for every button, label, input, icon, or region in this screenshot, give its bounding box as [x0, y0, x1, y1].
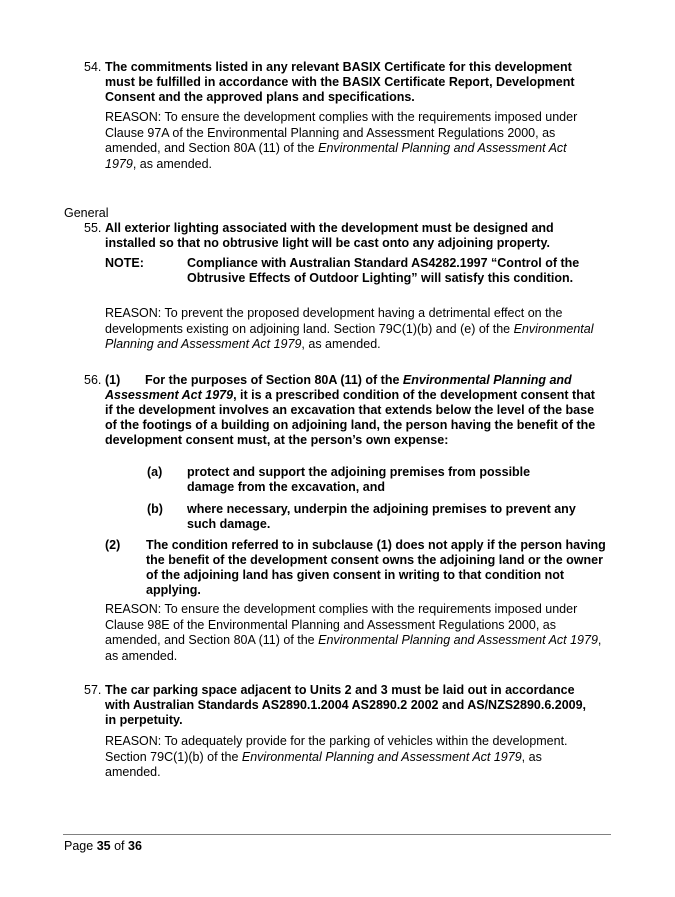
condition-55-number: 55.: [84, 221, 102, 235]
footer-divider: [63, 834, 611, 835]
condition-54-number: 54.: [84, 60, 102, 74]
note-label: NOTE:: [105, 256, 144, 270]
total-page-number: 36: [128, 839, 142, 853]
condition-54-reason: REASON: To ensure the development complies with the requirements imposed under Clause 97A of the Environmental Planning and Assessment Regulations 2000, as amended, and Section 80A (11) of the Environmental Planning and Assessment Act 1979, as amended.: [105, 110, 578, 171]
subclause-1-text: For the purposes of Section 80A (11) of the Environmental Planning and Assessment Act 1979, it is a prescribed condition of the development consent that if the development involves an excavation that extends below the level of the base of the footings of a building on adjoining land, the person having the benefit of the development consent must, at the person’s own expense:: [105, 373, 596, 447]
of-word: of: [114, 839, 125, 853]
condition-57-text: The car parking space adjacent to Units 2 and 3 must be laid out in accordance with Australian Standards AS2890.1.2004 AS2890.2 2002 and AS/NZS2890.6.2009, in perpetuity.: [105, 683, 587, 727]
item-a-label: (a): [147, 465, 163, 479]
item-a-text: protect and support the adjoining premises from possible damage from the excavation, and: [187, 465, 531, 494]
condition-55-text: All exterior lighting associated with the development must be designed and installed so that no obtrusive light will be cast onto any adjoining property.: [105, 221, 554, 250]
condition-57-number: 57.: [84, 683, 102, 697]
section-heading-general: General: [64, 206, 109, 220]
condition-56-reason: REASON: To ensure the development complies with the requirements imposed under Clause 98E of the Environmental Planning and Assessment Regulations 2000, as amended, and Section 80A (11) of the Environmental Planning and Assessment Act 1979, as amended.: [105, 602, 602, 663]
condition-55-reason: REASON: To prevent the proposed development having a detrimental effect on the developments existing on adjoining land. Section 79C(1)(b) and (e) of the Environmental Planning and Assessment Act 1979, as amended.: [105, 306, 594, 351]
current-page-number: 35: [96, 839, 111, 853]
item-b-text: where necessary, underpin the adjoining premises to prevent any such damage.: [187, 502, 576, 531]
condition-56-number: 56.: [84, 373, 102, 387]
condition-54-text: The commitments listed in any relevant BASIX Certificate for this development must be fulfilled in accordance with the BASIX Certificate Report, Development Consent and the approved plans and specifications.: [105, 60, 575, 104]
subclause-2-label: (2): [105, 538, 121, 552]
subclause-1-label: (1): [105, 373, 121, 387]
note-text: Compliance with Australian Standard AS4282.1997 “Control of the Obtrusive Effects of Outdoor Lighting” will satisfy this condition.: [187, 256, 580, 285]
condition-57-reason: REASON: To adequately provide for the parking of vehicles within the development. Section 79C(1)(b) of the Environmental Planning and Assessment Act 1979, as amended.: [105, 734, 568, 779]
page-footer: [64, 839, 142, 854]
page-word: Page: [64, 839, 94, 853]
item-b-label: (b): [147, 502, 163, 516]
subclause-2-text: The condition referred to in subclause (1) does not apply if the person having the benefit of the development consent owns the adjoining land or the owner of the adjoining land has given consent in writing to that condition not applying.: [146, 538, 606, 597]
